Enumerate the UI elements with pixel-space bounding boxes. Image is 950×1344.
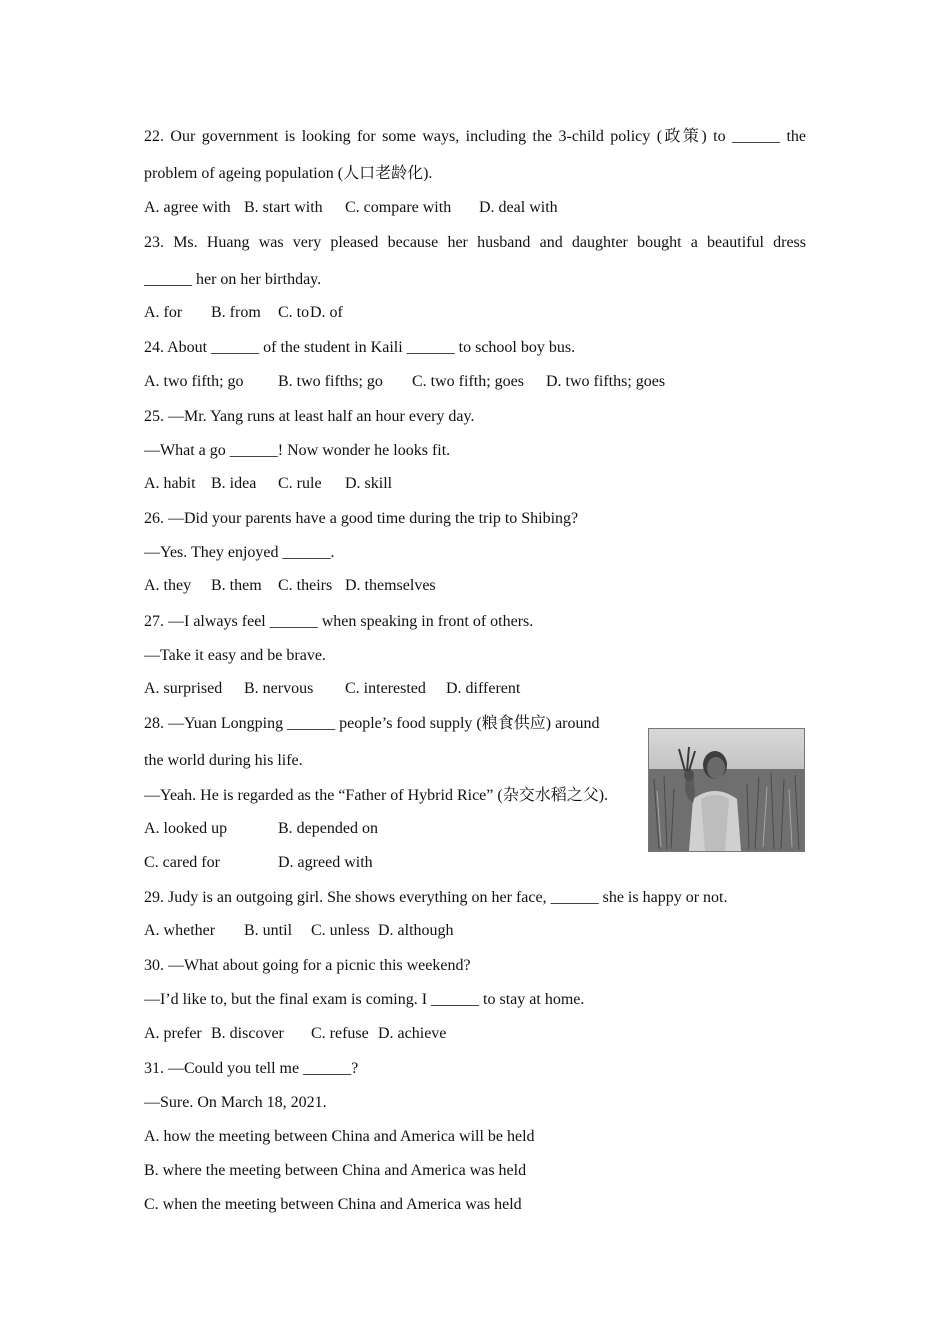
yuan-longping-photo xyxy=(648,728,805,852)
q27-stem-line2: —Take it easy and be brave. xyxy=(144,647,326,664)
q27-option-d: D. different xyxy=(446,680,521,697)
q25-option-a: A. habit xyxy=(144,475,196,492)
q22-option-a: A. agree with xyxy=(144,199,231,216)
q31-option-c: C. when the meeting between China and America was held xyxy=(144,1196,522,1213)
q27-stem-line1: 27. —I always feel ______ when speaking in front of others. xyxy=(144,613,534,630)
q26-stem-line1: 26. —Did your parents have a good time during the trip to Shibing? xyxy=(144,510,579,527)
q31-option-a: A. how the meeting between China and America will be held xyxy=(144,1128,535,1145)
q29-option-c: C. unless xyxy=(311,922,370,939)
q26-option-a: A. they xyxy=(144,577,192,594)
q25-option-c: C. rule xyxy=(278,475,322,492)
q23-stem-line1: 23. Ms. Huang was very pleased because her husband and daughter bought a beautiful dress xyxy=(144,234,806,251)
q22-option-c: C. compare with xyxy=(345,199,452,216)
q26-stem-line2: —Yes. They enjoyed ______. xyxy=(144,544,335,561)
q27-option-b: B. nervous xyxy=(244,680,314,697)
q30-option-a: A. prefer xyxy=(144,1025,202,1042)
q24-option-a: A. two fifth; go xyxy=(144,373,244,390)
q28-stem-line2: the world during his life. xyxy=(144,752,303,769)
q27-option-a: A. surprised xyxy=(144,680,223,697)
q28-option-b: B. depended on xyxy=(278,820,378,837)
q28-option-c: C. cared for xyxy=(144,854,220,871)
q22-option-d: D. deal with xyxy=(479,199,558,216)
q24-option-c: C. two fifth; goes xyxy=(412,373,524,390)
q30-option-c: C. refuse xyxy=(311,1025,369,1042)
q23-option-b: B. from xyxy=(211,304,261,321)
q24-option-b: B. two fifths; go xyxy=(278,373,383,390)
q25-stem-line2: —What a go ______! Now wonder he looks fit. xyxy=(144,442,451,459)
q29-option-b: B. until xyxy=(244,922,293,939)
q29-stem-line1: 29. Judy is an outgoing girl. She shows everything on her face, ______ she is happy or not. xyxy=(144,889,728,906)
q23-option-a: A. for xyxy=(144,304,183,321)
q28-option-d: D. agreed with xyxy=(278,854,373,871)
q28-stem-line1: 28. —Yuan Longping ______ people’s food supply (粮食供应) around xyxy=(144,715,600,732)
q27-option-c: C. interested xyxy=(345,680,426,697)
q26-option-b: B. them xyxy=(211,577,262,594)
q30-stem-line1: 30. —What about going for a picnic this weekend? xyxy=(144,957,471,974)
q23-stem-line2: ______ her on her birthday. xyxy=(144,271,322,288)
q23-option-d: D. of xyxy=(310,304,343,321)
q22-stem-line1: 22. Our government is looking for some ways, including the 3-child policy (政策) to ______ the xyxy=(144,128,806,145)
q31-stem-line2: —Sure. On March 18, 2021. xyxy=(144,1094,327,1111)
q24-option-d: D. two fifths; goes xyxy=(546,373,666,390)
q22-stem-line2: problem of ageing population (人口老龄化). xyxy=(144,165,433,182)
q31-stem-line1: 31. —Could you tell me ______? xyxy=(144,1060,359,1077)
q26-option-d: D. themselves xyxy=(345,577,436,594)
q24-stem-line1: 24. About ______ of the student in Kaili ______ to school boy bus. xyxy=(144,339,576,356)
q31-option-b: B. where the meeting between China and America was held xyxy=(144,1162,527,1179)
q30-option-d: D. achieve xyxy=(378,1025,447,1042)
q25-stem-line1: 25. —Mr. Yang runs at least half an hour every day. xyxy=(144,408,475,425)
q22-option-b: B. start with xyxy=(244,199,323,216)
q29-option-d: D. although xyxy=(378,922,454,939)
q28-stem-line3: —Yeah. He is regarded as the “Father of Hybrid Rice” (杂交水稻之父). xyxy=(144,787,609,804)
q28-option-a: A. looked up xyxy=(144,820,228,837)
q26-option-c: C. theirs xyxy=(278,577,333,594)
q29-option-a: A. whether xyxy=(144,922,216,939)
q25-option-b: B. idea xyxy=(211,475,257,492)
q23-option-c: C. to xyxy=(278,304,310,321)
q30-option-b: B. discover xyxy=(211,1025,284,1042)
q25-option-d: D. skill xyxy=(345,475,393,492)
q30-stem-line2: —I’d like to, but the final exam is coming. I ______ to stay at home. xyxy=(144,991,585,1008)
